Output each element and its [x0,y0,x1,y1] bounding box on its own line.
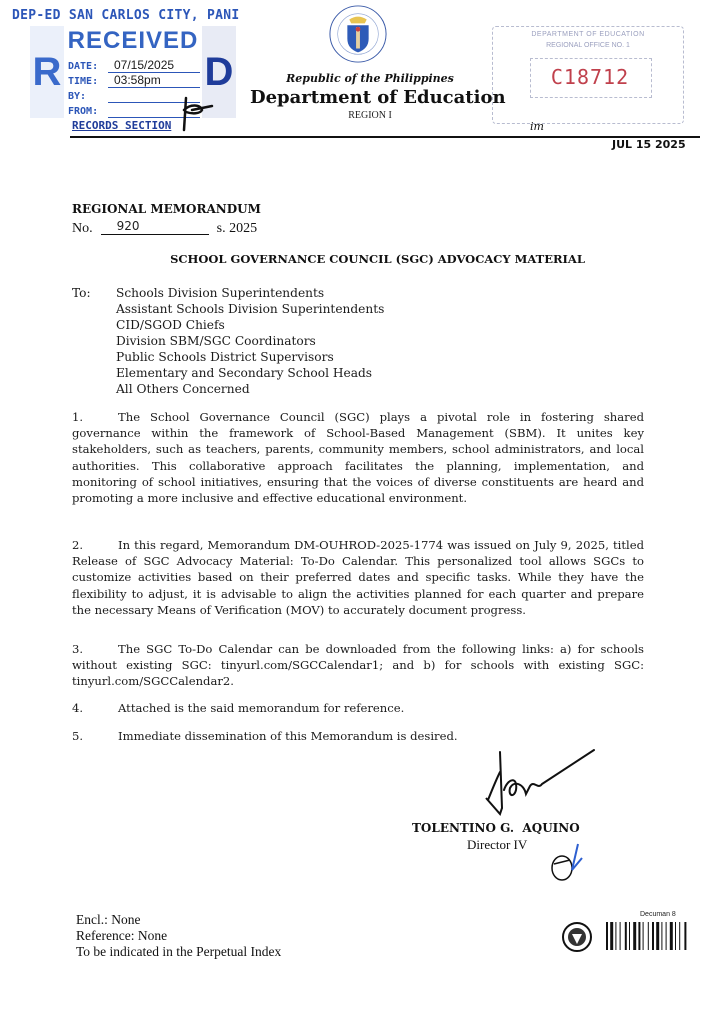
barcode-bar [670,922,673,950]
regional-stamp-initials: im [530,120,544,133]
barcode-label: Decuman 8 [640,911,676,918]
received-time-row [68,73,200,88]
recipient-item: Elementary and Secondary School Heads [116,366,373,380]
paragraph-5 [72,728,644,744]
paragraph-1 [72,409,644,506]
barcode-bar [633,922,636,950]
barcode-bar [661,922,662,950]
reference-note: Reference: None [76,928,168,943]
received-date-row [68,58,200,73]
paragraph-2 [72,537,644,618]
paragraph-number: 2. [72,538,84,552]
receiver-initials-signature [176,96,216,132]
director-signature [470,748,600,816]
paragraph-number: 5. [72,729,84,743]
barcode-bar [610,922,613,950]
recipient-item: Assistant Schools Division Superintendents [116,302,385,316]
signatory-name: TOLENTINO G. AQUINO [412,821,580,835]
barcode-bar [666,922,667,950]
enclosure-note: Encl.: None [76,912,141,927]
paragraph-text: In this regard, Memorandum DM-OUHROD-2025-1774 was issued on July 9, 2025, titled Release of SGC Advocacy Material: To-Do Calendar. This personalized tool allows SGCs to customize activities based on their preferred dates and specific tasks. While they have the flexibility to adjust, it is advisable to align the activities planned for each quarter and prepare the necessary Means of Verification (MOV) to accurately document progress. [72,538,644,617]
barcode-bar [606,922,608,950]
paragraph-number: 3. [72,642,84,656]
review-initials [548,840,588,884]
barcode-bar [675,922,676,950]
republic-heading: Republic of the Philippines [286,72,454,85]
regional-stamp-line1: DEPARTMENT OF EDUCATION [531,31,645,38]
received-stamp-office: DEP-ED SAN CARLOS CITY, PANI [12,8,240,23]
paragraph-text: Attached is the said memorandum for reference. [118,701,405,715]
recipient-item: Division SBM/SGC Coordinators [116,334,316,348]
recipients-list [116,285,384,397]
barcode-bar [625,922,627,950]
received-stamp-word: RECEIVED [67,27,199,54]
to-label: To: [72,286,91,300]
recipient-item: Schools Division Superintendents [116,286,325,300]
memo-type: REGIONAL MEMORANDUM [72,202,261,216]
memo-series: s. 2025 [216,221,258,236]
memo-number-label: No. [72,221,93,236]
recipients-block [72,285,384,397]
records-section-label: RECORDS SECTION [72,119,172,132]
paragraph-number: 1. [72,410,84,424]
recipient-item: All Others Concerned [116,382,250,396]
deped-seal-icon [328,4,388,64]
barcode-bar [620,922,621,950]
received-by-label: BY: [68,91,87,102]
received-from-label: FROM: [68,106,99,117]
recipient-item: Public Schools District Supervisors [116,350,334,364]
bottom-seal-icon [562,922,592,952]
barcode-bar [638,922,640,950]
paragraph-4 [72,700,644,716]
memo-number-value: 920 [116,219,140,233]
recipient-item: CID/SGOD Chiefs [116,318,225,332]
barcode-bar [656,922,659,950]
paragraph-text: The School Governance Council (SGC) plays a pivotal role in fostering shared governance within the framework of School-Based Management (SBM). It unites key stakeholders, such as teachers, parents, community members, school administrators, and local authorities. This collaborative approach facilitates the planning, implementation, and monitoring of school initiatives, ensuring that the voices of diverse constituents are heard and promoting a more inclusive and effective educational environment. [72,410,644,506]
paragraph-text: The SGC To-Do Calendar can be downloaded from the following links: a) for schools without existing SGC: tinyurl.com/SGCCalendar1; and b) for schools with existing SGC: tinyurl.com/SGCCalendar2. [72,642,644,689]
received-time-value: 03:58pm [114,73,161,87]
regional-stamp-line2: REGIONAL OFFICE NO. 1 [546,42,630,49]
received-stamp-letter-d: D [202,26,236,118]
memo-number-line [72,219,257,237]
header-rule [70,136,700,138]
received-date-label: DATE: [68,61,99,72]
barcode-bar [679,922,680,950]
received-date-value: 07/15/2025 [114,58,175,72]
paragraph-3 [72,641,644,690]
barcode-bar [615,922,616,950]
letterhead [250,72,506,122]
barcode [606,922,720,950]
barcode-bar [684,922,686,950]
department-heading: Department of Education [250,87,506,108]
barcode-bar [629,922,630,950]
regional-stamp-control-number: C18712 [550,65,630,89]
paragraph-number: 4. [72,701,84,715]
barcode-bar [643,922,644,950]
region-heading: REGION I [348,110,392,121]
received-time-label: TIME: [68,76,99,87]
paragraph-text: Immediate dissemination of this Memorandum is desired. [118,729,458,743]
memo-title: SCHOOL GOVERNANCE COUNCIL (SGC) ADVOCACY MATERIAL [170,252,585,266]
footer-notes [76,912,281,960]
signatory-title: Director IV [467,837,528,852]
received-stamp-letter-r: R [30,26,64,118]
barcode-bar [652,922,654,950]
barcode-bar [648,922,649,950]
regional-stamp-date: JUL 15 2025 [612,138,686,151]
perpetual-index-note: To be indicated in the Perpetual Index [76,944,282,959]
